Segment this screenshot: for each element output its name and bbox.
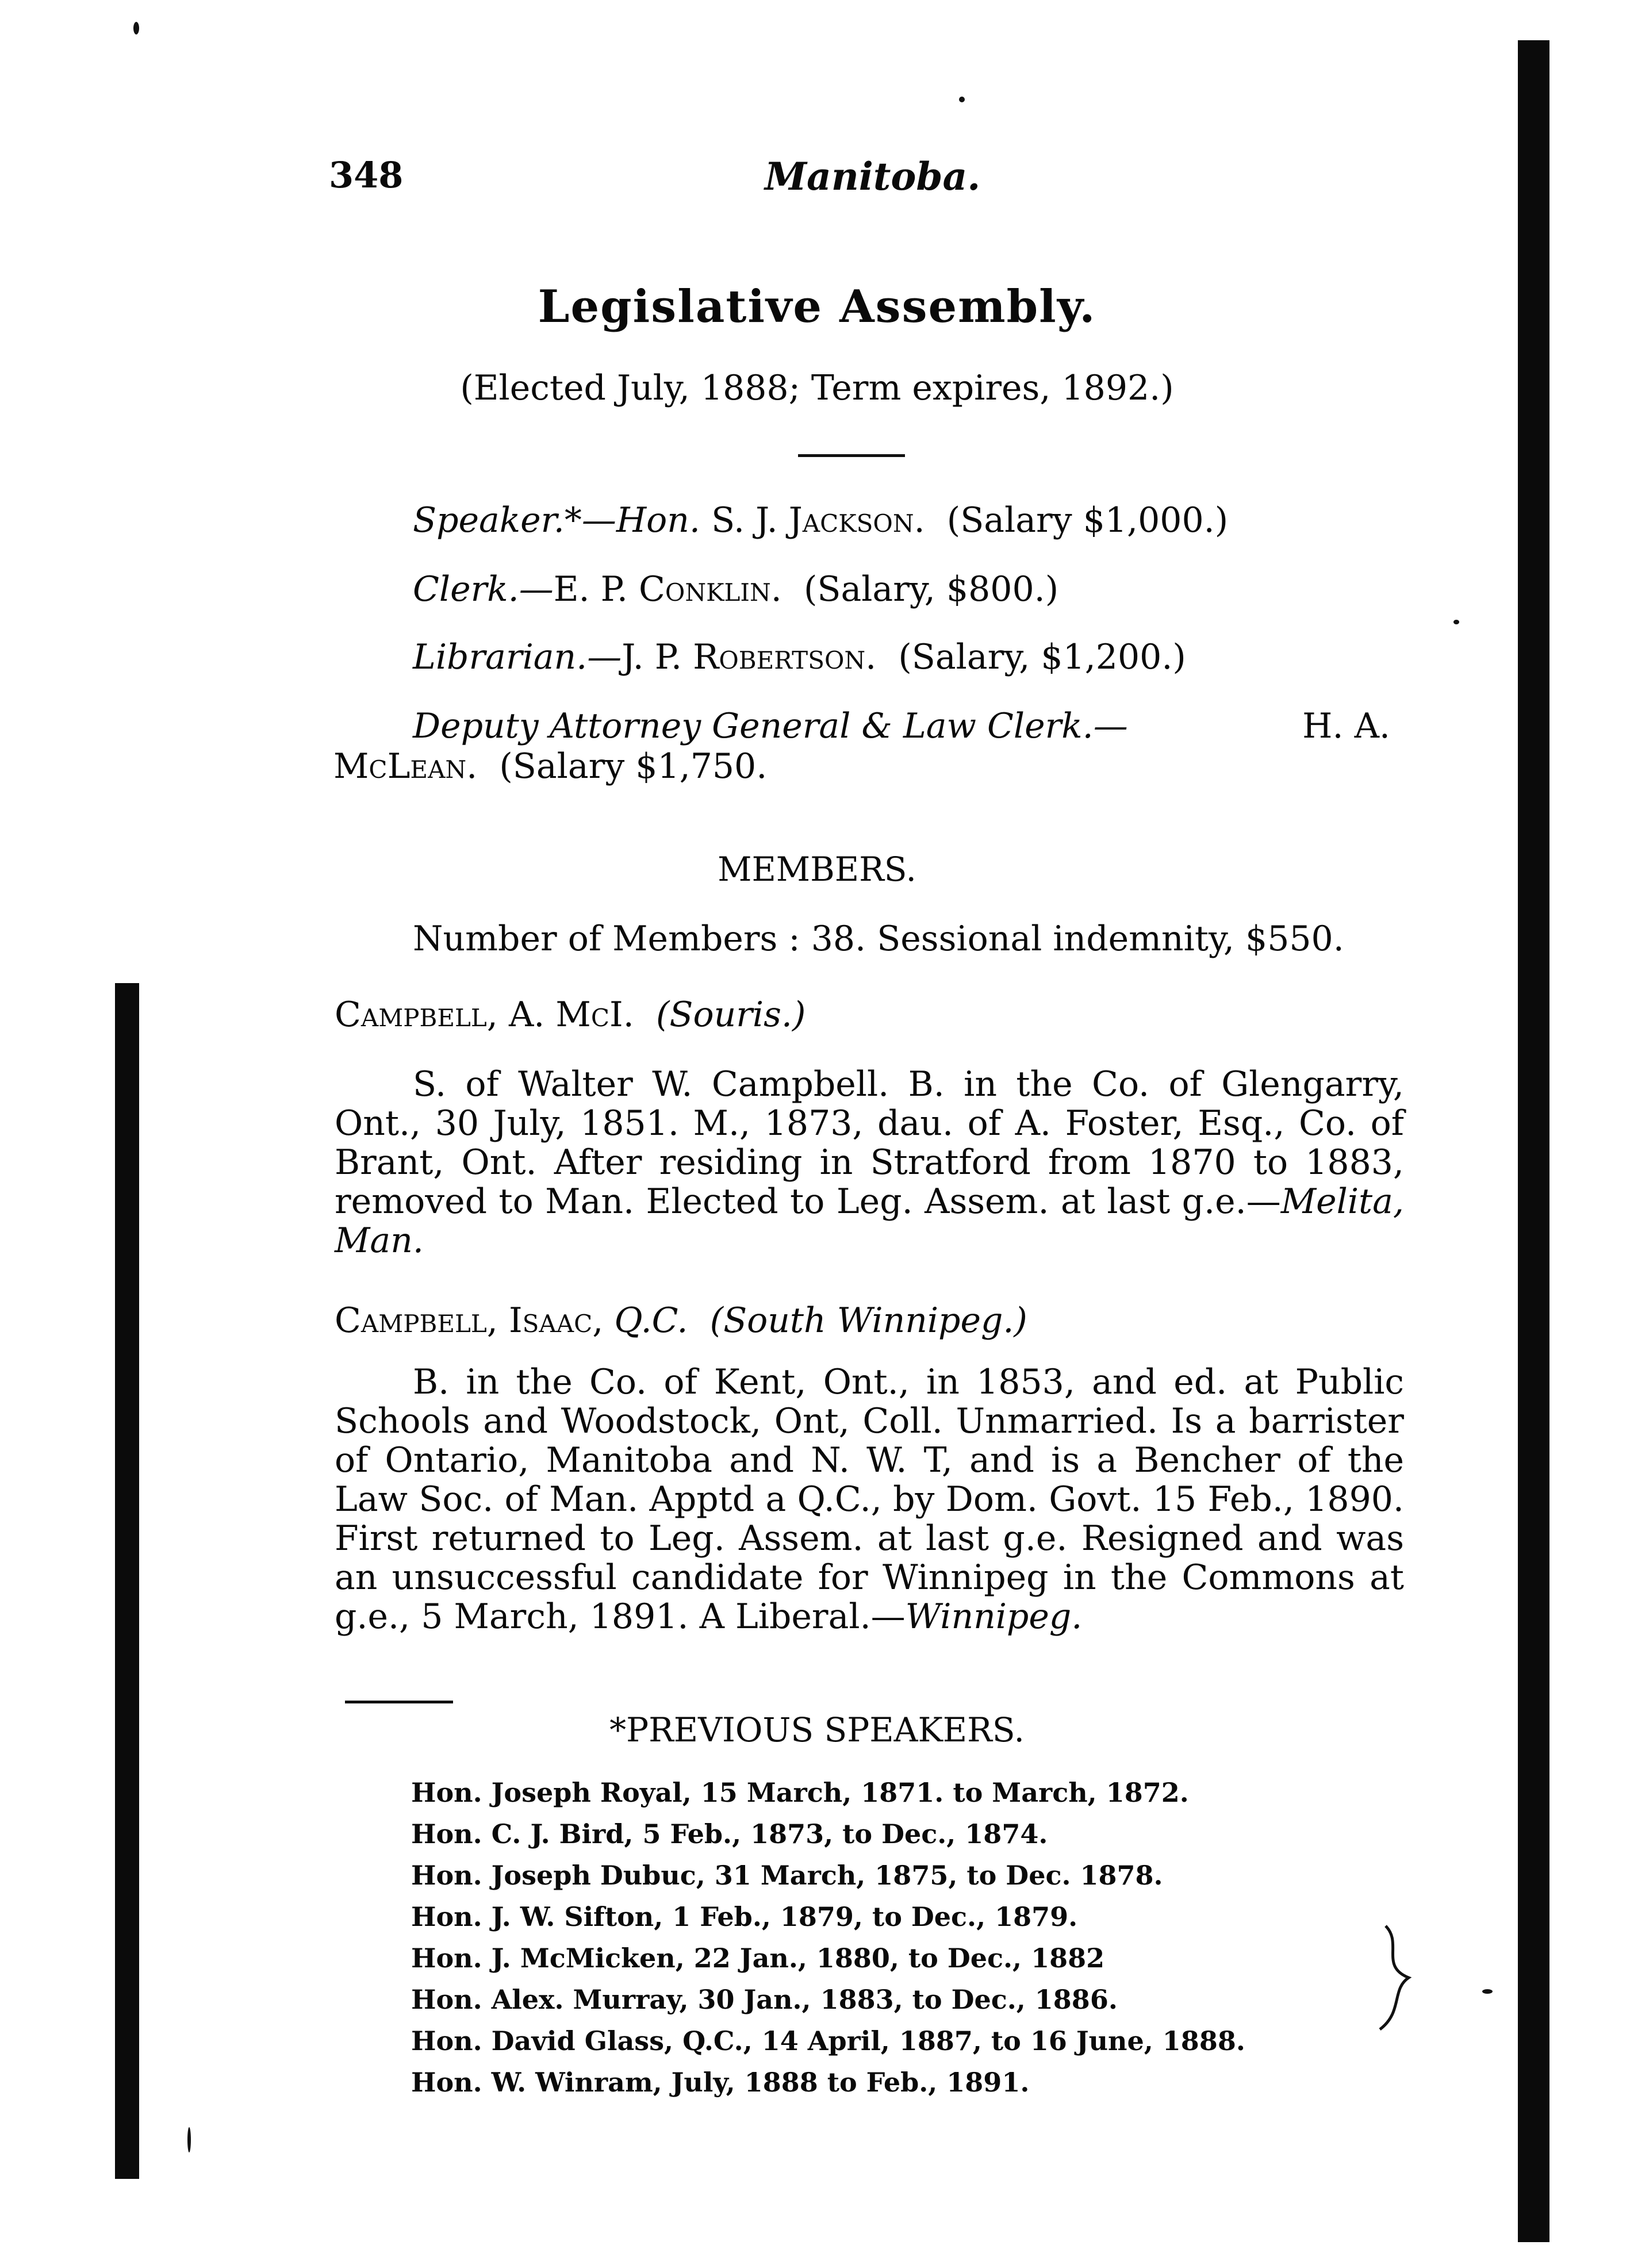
list-item: Hon. Alex. Murray, 30 Jan., 1883, to Dec., 1886. <box>411 1984 1118 2015</box>
member-suffix: Q.C. <box>614 1300 688 1341</box>
member-name: Campbell, A. McI. <box>335 995 634 1035</box>
scan-edge-left <box>115 983 139 2179</box>
previous-speakers-list <box>411 1772 1245 2103</box>
member-bio <box>335 1363 1404 1636</box>
member-heading <box>335 995 806 1035</box>
list-item: Hon. Joseph Royal, 15 March, 1871. to March, 1872. <box>411 1777 1189 1808</box>
section-subtitle: (Elected July, 1888; Term expires, 1892.) <box>460 368 1174 408</box>
list-item: Hon. J. McMicken, 22 Jan., 1880, to Dec., 1882 <box>411 1943 1105 1974</box>
librarian-salary: (Salary, $1,200.) <box>898 637 1186 677</box>
page-number: 348 <box>329 154 404 196</box>
clerk-name: E. P. Conklin. <box>553 569 782 609</box>
member-riding: (Souris.) <box>655 995 806 1035</box>
list-item: Hon. David Glass, Q.C., 14 April, 1887, to 16 June, 1888. <box>411 2025 1245 2056</box>
list-item: Hon. W. Winram, July, 1888 to Feb., 1891. <box>411 2067 1030 2098</box>
member-bio-text: S. of Walter W. Campbell. B. in the Co. of Glengarry, Ont., 30 July, 1851. M., 1873, dau. of A. Foster, Esq., Co. of Brant, Ont. After residing in Stratford from 1870 to 1883, removed to Man. Elected to Leg. Assem. at last g.e.— <box>335 1064 1404 1222</box>
librarian-line <box>413 637 1186 677</box>
deputy-line <box>413 706 1390 746</box>
members-summary: Number of Members : 38. Sessional indemnity, $550. <box>413 919 1344 959</box>
member-residence: Winnipeg. <box>905 1597 1083 1637</box>
speaker-title: Speaker.*—Hon. <box>413 500 700 540</box>
member-riding: (South Winnipeg.) <box>709 1300 1027 1341</box>
clerk-title: Clerk.— <box>413 569 554 609</box>
list-item: Hon. C. J. Bird, 5 Feb., 1873, to Dec., 1874. <box>411 1818 1048 1849</box>
clerk-salary: (Salary, $800.) <box>803 569 1059 609</box>
divider-rule <box>798 454 905 457</box>
list-item: Hon. J. W. Sifton, 1 Feb., 1879, to Dec., 1879. <box>411 1901 1078 1932</box>
scan-speck <box>1453 620 1459 624</box>
section-title: Legislative Assembly. <box>538 281 1096 333</box>
member-heading <box>335 1300 1027 1341</box>
running-title: Manitoba. <box>765 154 981 199</box>
speaker-line <box>413 500 1228 540</box>
scan-speck <box>187 2127 191 2152</box>
members-heading: MEMBERS. <box>718 850 916 889</box>
deputy-name-part1: H. A. <box>1302 706 1390 746</box>
member-bio-text: B. in the Co. of Kent, Ont., in 1853, and ed. at Public Schools and Woodstock, Ont, Coll. Unmarried. Is a barrister of Ontario, Manitoba and N. W. T, and is a Bencher of the Law Soc. of Man. Apptd a Q.C., by Dom. Govt. 15 Feb., 1890. First returned to Leg. Assem. at last g.e. Resigned and was an unsuccessful candidate for Winnipeg in the Commons at g.e., 5 March, 1891. A Liberal.— <box>335 1362 1404 1637</box>
deputy-salary: (Salary $1,750. <box>499 746 768 786</box>
scan-speck <box>1482 1989 1493 1994</box>
previous-speakers-heading: *PREVIOUS SPEAKERS. <box>609 1710 1025 1749</box>
deputy-title: Deputy Attorney General & Law Clerk.— <box>413 706 1128 746</box>
clerk-line <box>413 569 1058 609</box>
speaker-name: S. J. Jackson. <box>711 500 925 540</box>
member-name: Campbell, Isaac, <box>335 1300 604 1341</box>
deputy-line-2 <box>333 746 767 786</box>
scan-speck <box>133 22 139 34</box>
member-residence: Melita, Man. <box>335 1181 1404 1261</box>
list-item: Hon. Joseph Dubuc, 31 March, 1875, to Dec. 1878. <box>411 1860 1163 1891</box>
speaker-salary: (Salary $1,000.) <box>946 500 1229 540</box>
librarian-title: Librarian.— <box>413 637 622 677</box>
librarian-name: J. P. Robertson. <box>622 637 877 677</box>
deputy-name-part2: McLean. <box>333 746 478 786</box>
footnote-rule <box>345 1701 453 1703</box>
handwritten-mark <box>1368 1920 1432 2035</box>
scan-speck <box>959 97 965 102</box>
member-bio <box>335 1065 1404 1260</box>
